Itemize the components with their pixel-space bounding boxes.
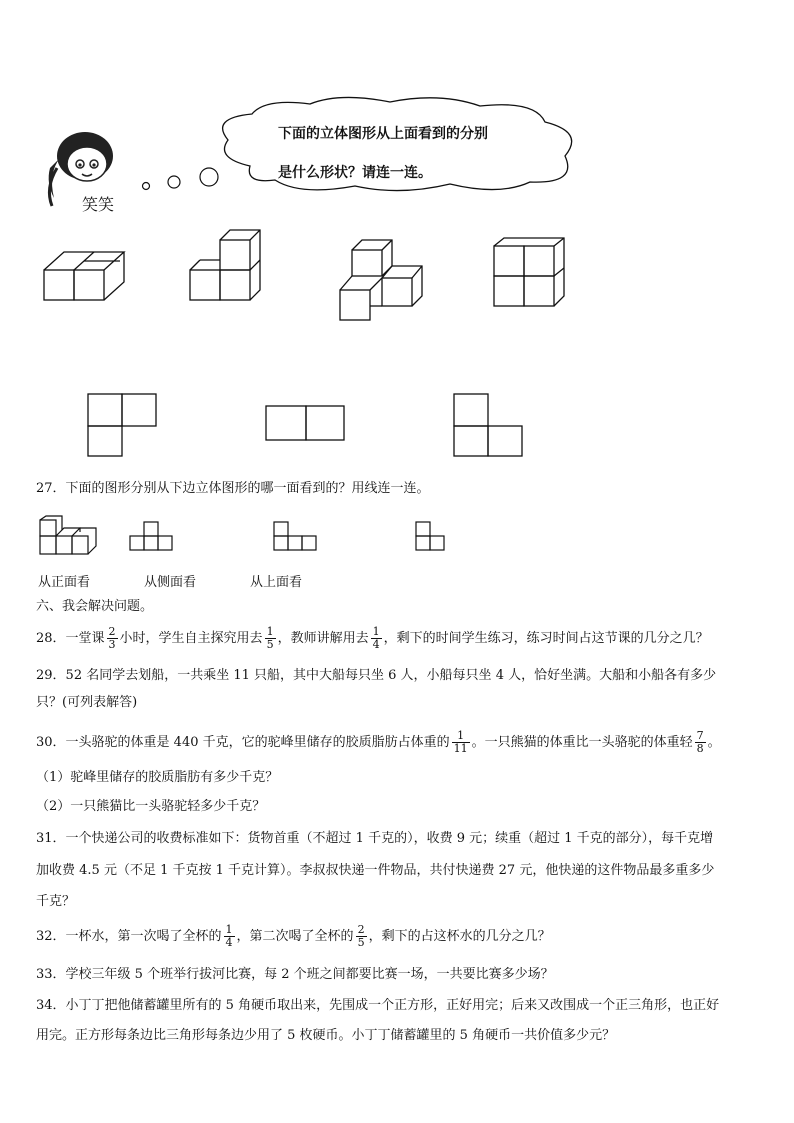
question-33: 33．学校三年级 5 个班举行拔河比赛，每 2 个班之间都要比赛一场，一共要比赛多少场？: [36, 967, 554, 982]
q28-part-3: ，教师讲解用去: [277, 631, 369, 646]
question-32: [36, 920, 551, 954]
fraction-2-5: $\frac{2}{5}$: [357, 923, 365, 949]
fraction-1-11: $\frac{1}{11}$: [453, 729, 468, 755]
q30-part-3: 。: [707, 735, 721, 750]
question-31-line-3: 千克？: [36, 894, 76, 909]
solid-figure-1: [40, 244, 130, 304]
view-figure-3: [414, 520, 450, 560]
fraction-1-4-b: $\frac{1}{4}$: [225, 923, 233, 949]
solid-figure-2: [186, 226, 266, 306]
top-view-shape-3: [452, 392, 526, 458]
q27-solid-figure: [38, 514, 102, 558]
question-29-line-1: 29．52 名同学去划船，一共乘坐 11 只船，其中大船每只坐 6 人，小船每只坐 4 人，恰好坐满。大船和小船各有多少: [36, 668, 717, 683]
question-29-line-2: 只？(可列表解答): [36, 695, 138, 710]
view-label-front: 从正面看: [38, 575, 91, 590]
q32-part-1: 32．一杯水，第一次喝了全杯的: [36, 929, 222, 944]
q30-part-1: 30．一头骆驼的体重是 440 千克，它的驼峰里储存的胶质脂肪占体重的: [36, 735, 450, 750]
top-view-shape-1: [86, 392, 160, 458]
fraction-2-3: $\frac{2}{3}$: [108, 625, 116, 651]
question-30-sub-1: （1）驼峰里储存的胶质脂肪有多少千克？: [36, 770, 279, 785]
fraction-1-5: $\frac{1}{5}$: [266, 625, 274, 651]
question-31-line-2: 加收费 4.5 元（不足 1 千克按 1 千克计算）。李叔叔快递一件物品，共付快递费 27 元，他快递的这件物品最多重多少: [36, 863, 715, 878]
q32-part-3: ，剩下的占这杯水的几分之几？: [368, 929, 551, 944]
q30-part-2: 。一只熊猫的体重比一头骆驼的体重轻: [471, 735, 693, 750]
fraction-1-4: $\frac{1}{4}$: [372, 625, 380, 651]
question-28: [36, 622, 709, 656]
section-6-heading: 六、我会解决问题。: [36, 599, 154, 614]
view-label-top: 从上面看: [250, 575, 303, 590]
solid-figure-4: [490, 236, 570, 308]
fraction-7-8: $\frac{7}{8}$: [696, 729, 704, 755]
solid-figure-3: [336, 234, 426, 326]
view-figure-1: [128, 520, 178, 556]
view-figure-2: [272, 520, 322, 556]
view-label-side: 从侧面看: [144, 575, 197, 590]
q28-part-1: 28．一堂课: [36, 631, 105, 646]
question-34-line-2: 用完。正方形每条边比三角形每条边少用了 5 枚硬币。小丁丁储蓄罐里的 5 角硬币一共价值多少元？: [36, 1028, 616, 1043]
q32-part-2: ，第二次喝了全杯的: [236, 929, 354, 944]
bubble-line-1: 下面的立体图形从上面看到的分别: [278, 126, 488, 142]
question-31-line-1: 31．一个快递公司的收费标准如下：货物首重（不超过 1 千克的），收费 9 元；续重（超过 1 千克的部分），每千克增: [36, 831, 714, 846]
question-34-line-1: 34．小丁丁把他储蓄罐里所有的 5 角硬币取出来，先围成一个正方形，正好用完；后来又改围成一个正三角形，也正好: [36, 998, 720, 1013]
q28-part-4: ，剩下的时间学生练习，练习时间占这节课的几分之几？: [383, 631, 709, 646]
bubble-line-2: 是什么形状？请连一连。: [278, 165, 432, 181]
q28-part-2: 小时，学生自主探究用去: [119, 631, 263, 646]
girl-name-label: 笑笑: [82, 195, 115, 214]
question-30: [36, 726, 721, 760]
question-30-sub-2: （2）一只熊猫比一头骆驼轻多少千克？: [36, 799, 266, 814]
question-27-text: 27．下面的图形分别从下边立体图形的哪一面看到的？用线连一连。: [36, 481, 430, 496]
top-view-shape-2: [264, 404, 348, 444]
